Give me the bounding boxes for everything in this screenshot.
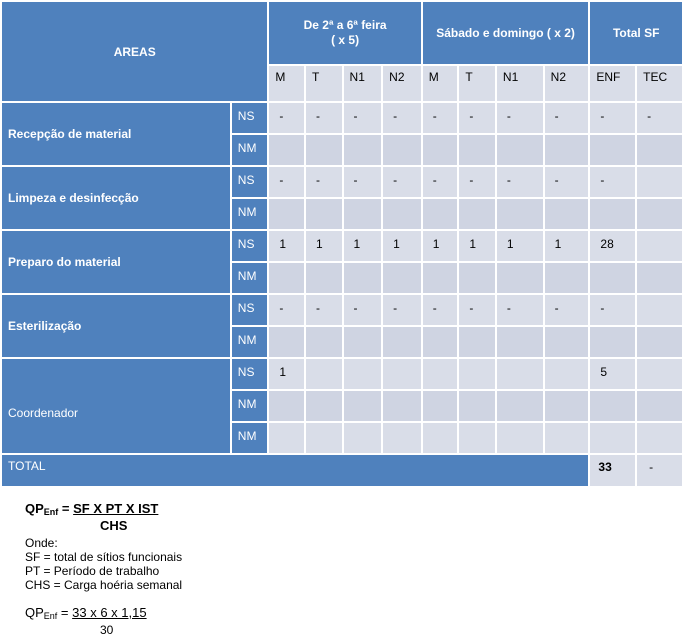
table-cell — [459, 359, 495, 389]
calc-qp-symbol: QP — [25, 605, 44, 620]
subcol-header: N2 — [383, 66, 421, 101]
table-cell — [637, 423, 682, 453]
level-label: NS — [232, 231, 268, 261]
table-cell — [545, 327, 589, 357]
table-cell — [590, 263, 635, 293]
table-cell — [459, 199, 495, 229]
table-cell: 1 — [269, 359, 304, 389]
table-cell — [545, 263, 589, 293]
table-cell — [637, 359, 682, 389]
table-cell — [590, 135, 635, 165]
table-cell — [590, 391, 635, 421]
level-label: NM — [232, 423, 268, 453]
table-cell — [637, 167, 682, 197]
table-cell: 1 — [306, 231, 342, 261]
table-cell — [423, 263, 458, 293]
subcol-header: N1 — [344, 66, 382, 101]
table-cell — [344, 327, 382, 357]
table-cell — [637, 391, 682, 421]
table-cell — [590, 199, 635, 229]
areas-header: AREAS — [2, 2, 267, 101]
subcol-header: M — [269, 66, 304, 101]
weekdays-header — [269, 2, 420, 64]
table-cell: - — [306, 167, 342, 197]
table-cell: 1 — [344, 231, 382, 261]
table-cell — [383, 391, 421, 421]
level-label: NM — [232, 199, 268, 229]
subcol-header: TEC — [637, 66, 682, 101]
table-cell — [637, 327, 682, 357]
table-cell — [459, 391, 495, 421]
table-cell — [344, 135, 382, 165]
table-cell: - — [497, 103, 543, 133]
subcol-header: N1 — [497, 66, 543, 101]
table-cell: 1 — [497, 231, 543, 261]
weekdays-header-line2: ( x 5) — [331, 33, 360, 47]
area-name: Preparo do material — [2, 231, 230, 293]
table-cell — [459, 263, 495, 293]
table-cell: - — [269, 103, 304, 133]
table-cell: - — [497, 167, 543, 197]
subcol-header: ENF — [590, 66, 635, 101]
subcol-header: N2 — [545, 66, 589, 101]
subcol-header: M — [423, 66, 458, 101]
calc-numerator: 33 x 6 x 1,15 — [72, 605, 147, 620]
table-cell — [545, 135, 589, 165]
table-cell — [269, 263, 304, 293]
table-cell: - — [269, 295, 304, 325]
table-cell — [383, 327, 421, 357]
table-cell — [269, 391, 304, 421]
table-cell — [545, 423, 589, 453]
table-cell — [497, 423, 543, 453]
table-cell — [497, 327, 543, 357]
total-tec: - — [637, 455, 682, 486]
table-cell — [306, 199, 342, 229]
total-enf: 33 — [590, 455, 635, 486]
table-cell: 1 — [383, 231, 421, 261]
table-cell — [344, 423, 382, 453]
table-cell — [306, 391, 342, 421]
level-label: NS — [232, 167, 268, 197]
table-cell — [423, 199, 458, 229]
table-cell: - — [497, 295, 543, 325]
table-cell — [497, 135, 543, 165]
table-cell — [590, 423, 635, 453]
area-name: Limpeza e desinfecção — [2, 167, 230, 229]
table-cell — [545, 359, 589, 389]
table-cell: - — [459, 295, 495, 325]
level-label: NM — [232, 135, 268, 165]
table-cell — [269, 199, 304, 229]
table-cell: - — [383, 167, 421, 197]
table-cell — [383, 423, 421, 453]
qp-symbol: QP — [25, 501, 44, 516]
table-cell: - — [383, 103, 421, 133]
table-cell — [306, 423, 342, 453]
table-cell — [269, 423, 304, 453]
table-cell: - — [423, 295, 458, 325]
table-cell — [269, 327, 304, 357]
table-cell: - — [459, 167, 495, 197]
table-cell — [590, 327, 635, 357]
table-cell — [459, 327, 495, 357]
table-cell — [545, 199, 589, 229]
table-cell — [306, 359, 342, 389]
table-cell — [637, 231, 682, 261]
formula-denominator: CHS — [100, 518, 128, 533]
total-sf-header: Total SF — [590, 2, 682, 64]
level-label: NS — [232, 103, 268, 133]
area-name: Recepção de material — [2, 103, 230, 165]
table-cell — [423, 135, 458, 165]
table-cell — [306, 135, 342, 165]
table-cell: - — [590, 103, 635, 133]
weekend-header: Sábado e domingo ( x 2) — [423, 2, 589, 64]
table-cell: 1 — [545, 231, 589, 261]
table-cell — [383, 199, 421, 229]
table-cell: - — [344, 167, 382, 197]
table-cell — [637, 199, 682, 229]
table-cell — [306, 263, 342, 293]
equals-sign: = — [58, 501, 74, 516]
def-pt: PT = Período de trabalho — [25, 564, 160, 578]
table-cell: 1 — [423, 231, 458, 261]
area-name: Esterilização — [2, 295, 230, 357]
table-cell: - — [545, 295, 589, 325]
table-cell: - — [590, 295, 635, 325]
level-label: NM — [232, 327, 268, 357]
def-chs: CHS = Carga hoéria semanal — [25, 578, 183, 592]
level-label: NS — [232, 295, 268, 325]
table-cell: - — [269, 167, 304, 197]
table-cell: 28 — [590, 231, 635, 261]
table-cell — [423, 359, 458, 389]
table-cell — [383, 359, 421, 389]
level-label: NM — [232, 391, 268, 421]
table-cell: - — [459, 103, 495, 133]
table-cell — [423, 423, 458, 453]
table-cell: - — [306, 295, 342, 325]
table-cell: 1 — [459, 231, 495, 261]
def-sf: SF = total de sítios funcionais — [25, 550, 183, 564]
table-cell — [637, 295, 682, 325]
table-cell — [344, 199, 382, 229]
total-label: TOTAL — [2, 455, 588, 486]
table-cell: - — [383, 295, 421, 325]
table-cell — [497, 199, 543, 229]
table-cell: - — [545, 103, 589, 133]
table-cell — [459, 135, 495, 165]
table-cell: - — [590, 167, 635, 197]
table-cell — [344, 391, 382, 421]
table-cell: - — [637, 103, 682, 133]
formula-numerator: SF X PT X IST — [73, 501, 159, 516]
table-cell — [306, 327, 342, 357]
table-cell: 5 — [590, 359, 635, 389]
calc-equals-sign: = — [57, 605, 73, 620]
table-cell: - — [545, 167, 589, 197]
table-cell — [459, 423, 495, 453]
table-cell — [423, 391, 458, 421]
table-cell: - — [344, 103, 382, 133]
table-cell — [637, 263, 682, 293]
level-label: NM — [232, 263, 268, 293]
weekdays-header-line1: De 2ª a 6ª feira — [303, 18, 387, 32]
table-cell: - — [423, 103, 458, 133]
table-cell — [545, 391, 589, 421]
table-cell — [497, 359, 543, 389]
table-cell: - — [306, 103, 342, 133]
formula-line — [25, 502, 182, 519]
onde-label: Onde: — [25, 536, 58, 550]
table-cell — [344, 263, 382, 293]
table-cell — [637, 135, 682, 165]
calc-denominator: 30 — [100, 623, 114, 637]
calc-qp-subscript: Enf — [43, 611, 58, 621]
table-cell — [497, 263, 543, 293]
subcol-header: T — [306, 66, 342, 101]
table-cell: - — [344, 295, 382, 325]
table-cell — [344, 359, 382, 389]
table-cell — [497, 391, 543, 421]
table-cell — [383, 263, 421, 293]
subcol-header: T — [459, 66, 495, 101]
table-cell: 1 — [269, 231, 304, 261]
table-cell — [269, 135, 304, 165]
table-cell — [383, 135, 421, 165]
table-cell: - — [423, 167, 458, 197]
area-name: Coordenador — [2, 359, 230, 453]
calc-line — [25, 606, 182, 623]
formula-block — [25, 502, 182, 637]
level-label: NS — [232, 359, 268, 389]
table-cell — [423, 327, 458, 357]
qp-subscript: Enf — [43, 507, 59, 517]
